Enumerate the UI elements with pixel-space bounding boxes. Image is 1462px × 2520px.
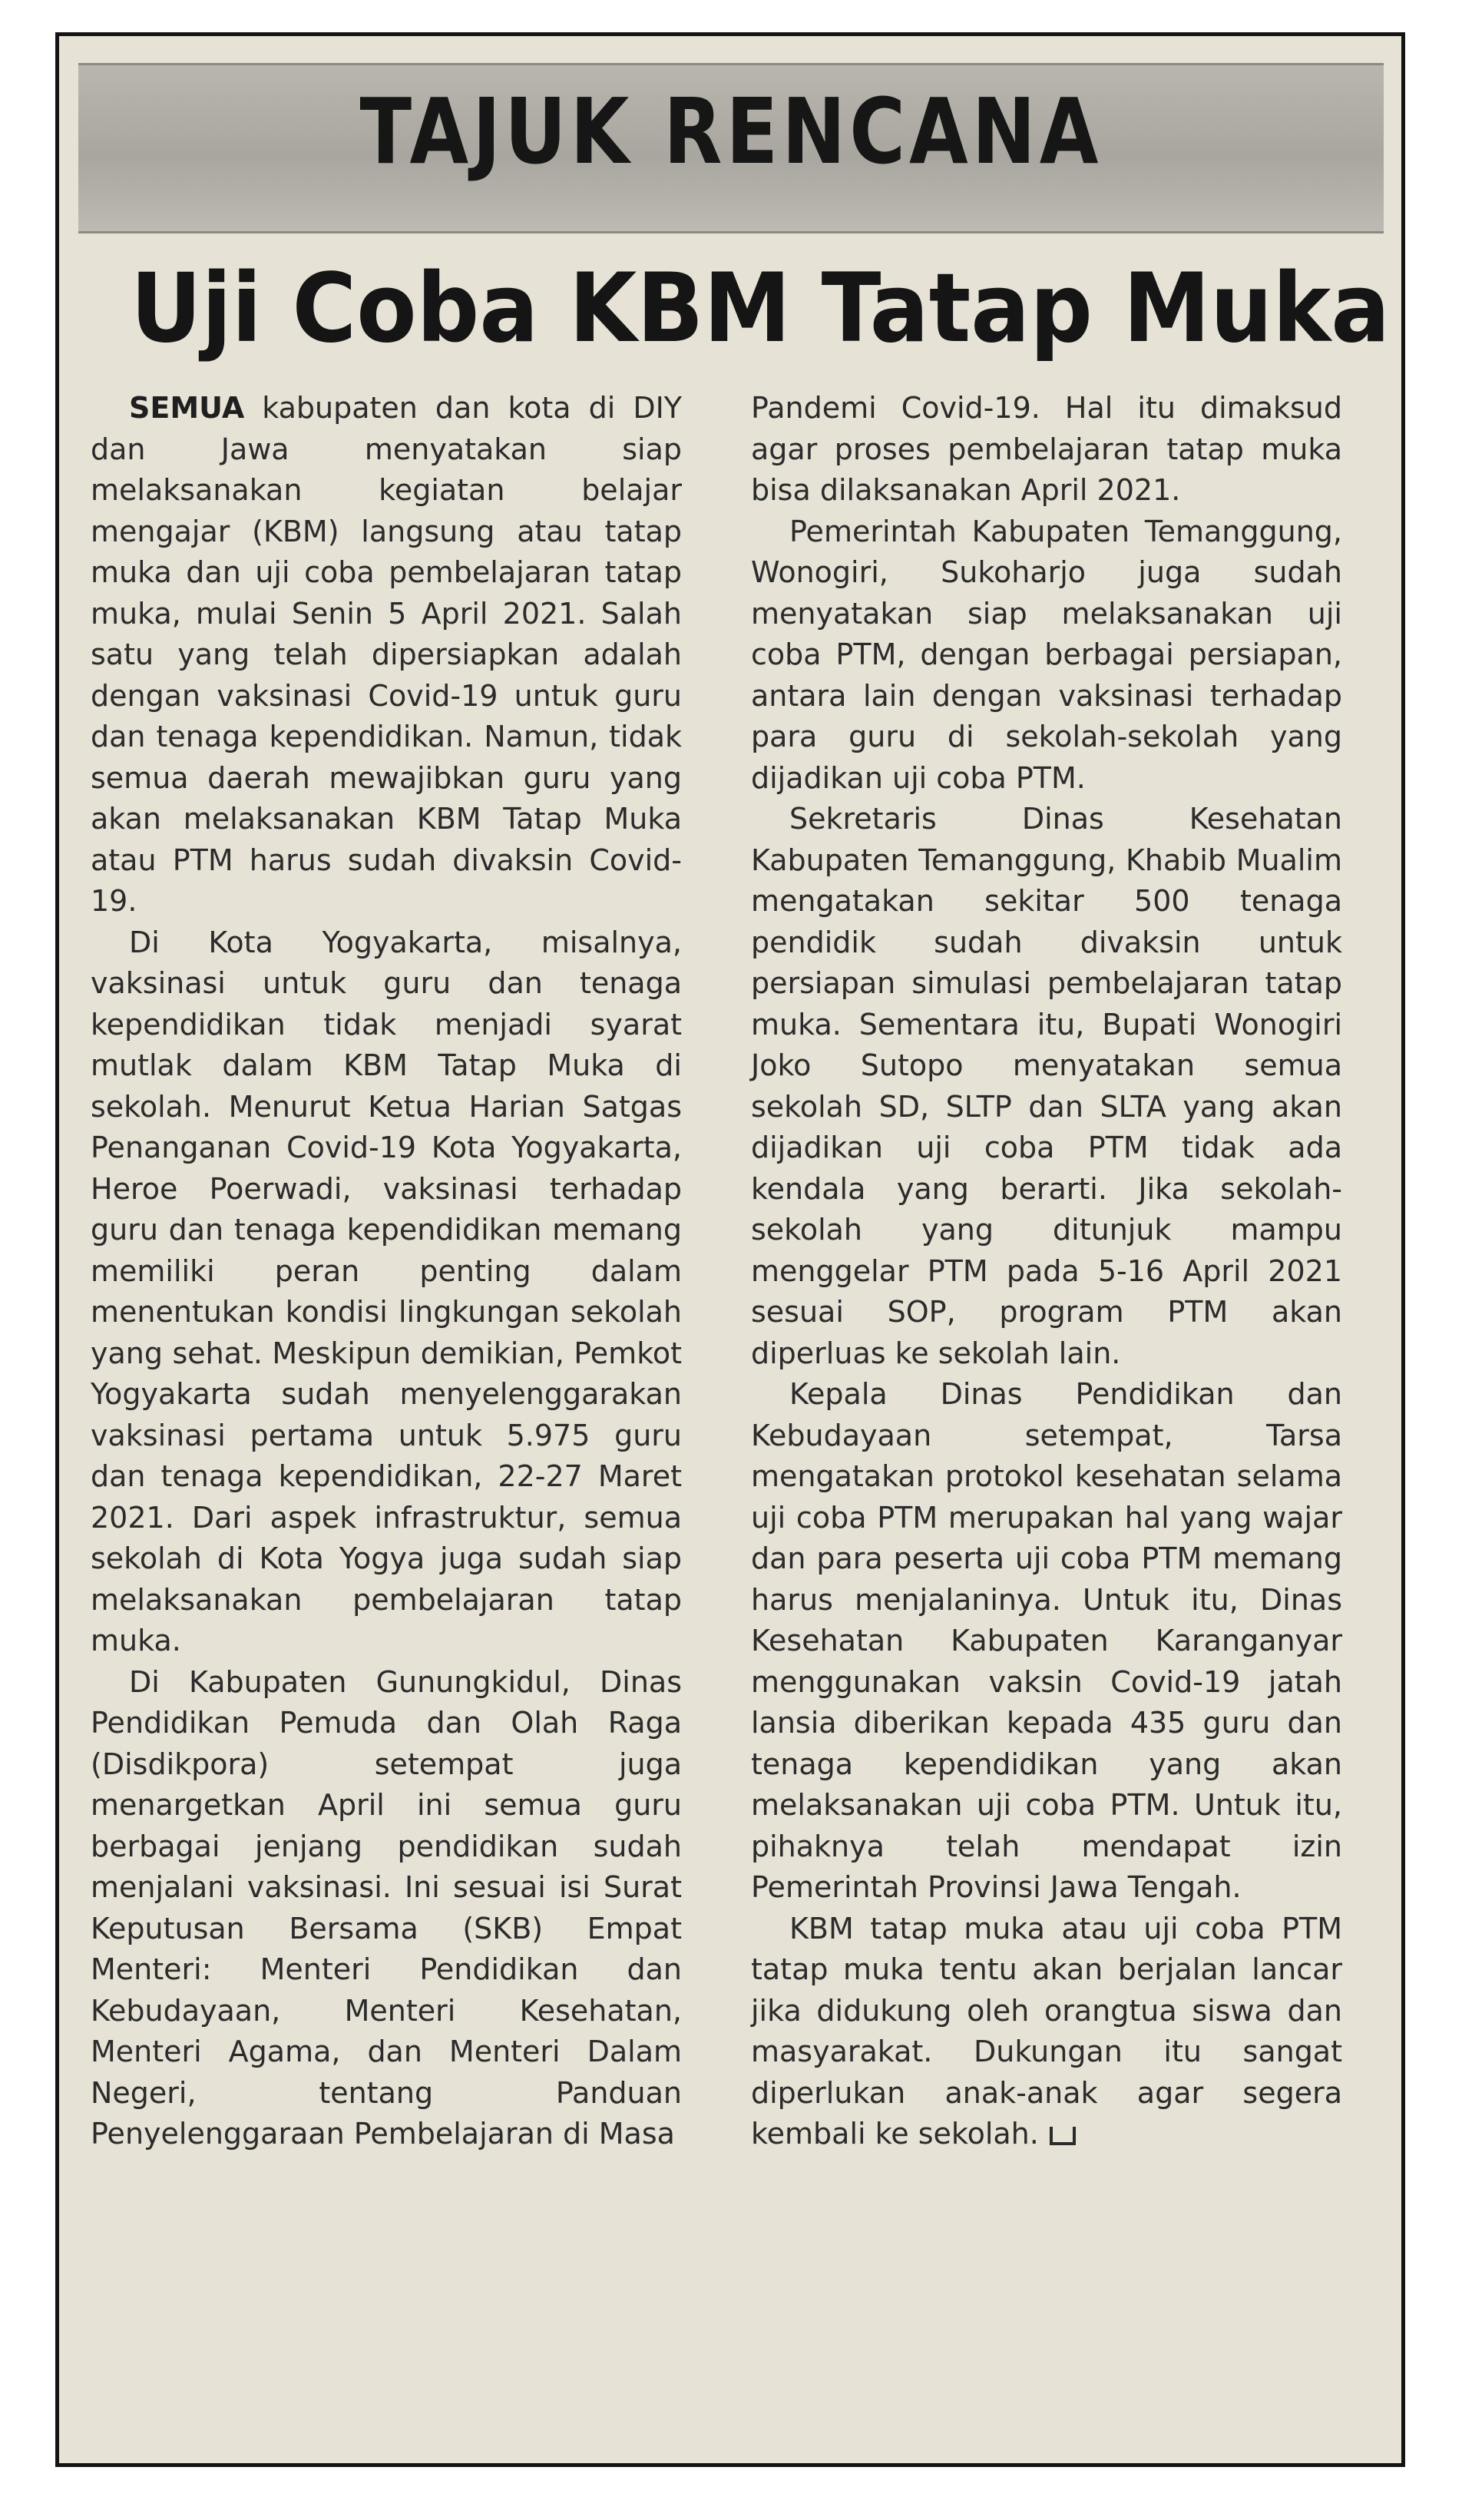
paragraph-7-text: KBM tatap muka atau uji coba PTM tatap muka tentu akan berjalan lancar jika didukung oleh orangtua siswa dan masyarakat. Dukungan itu sangat diperlukan anak-anak agar segera kembali ke sekolah. xyxy=(751,1911,1342,2151)
paragraph-3: Di Kabupaten Gunungkidul, Dinas Pendidikan Pemuda dan Olah Raga (Disdikpora) setempat juga menargetkan April ini semua guru berbagai jenjang pendidikan sudah menjalani vaksinasi. Ini sesuai isi Surat Keputusan Bersama (SKB) Empat Menteri: Menteri Pendidikan dan Kebudayaan, Menteri Kesehatan, Menteri Agama, dan Menteri Dalam Negeri, tentang Panduan Penyelenggaraan Pembelajaran di Masa xyxy=(91,1664,682,2151)
paragraph-7 xyxy=(751,1909,1342,2155)
paragraph-2: Di Kota Yogyakarta, misalnya, vaksinasi untuk guru dan tenaga kependidikan tidak menjadi syarat mutlak dalam KBM Tatap Muka di sekolah. Menurut Ketua Harian Satgas Penanganan Covid-19 Kota Yogyakarta, Heroe Poerwadi, vaksinasi terhadap guru dan tenaga kependidikan memang memiliki peran penting dalam menentukan kondisi lingkungan sekolah yang sehat. Meskipun demikian, Pemkot Yogyakarta sudah menyelenggarakan vaksinasi pertama untuk 5.975 guru dan tenaga kependidikan, 22-27 Maret 2021. Dari aspek infrastruktur, semua sekolah di Kota Yogya juga sudah siap melaksanakan pembelajaran tatap muka. xyxy=(91,925,682,1657)
left-column xyxy=(91,388,682,2155)
paragraph-6: Kepala Dinas Pendidikan dan Kebudayaan setempat, Tarsa mengatakan protokol kesehatan selama uji coba PTM merupakan hal yang wajar dan para peserta uji coba PTM memang harus menjalaninya. Untuk itu, Dinas Kesehatan Kabupaten Karanganyar menggunakan vaksin Covid-19 jatah lansia diberikan kepada 435 guru dan tenaga kependidikan yang akan melaksanakan uji coba PTM. Untuk itu, pihaknya telah mendapat izin Pemerintah Provinsi Jawa Tengah. xyxy=(751,1377,1342,1904)
paragraph-3-continued: Pandemi Covid-19. Hal itu dimaksud agar proses pembelajaran tatap muka bisa dilaksanakan April 2021. xyxy=(751,391,1342,507)
paragraph-1-text: kabupaten dan kota di DIY dan Jawa menyatakan siap melaksanakan kegiatan belajar mengajar (KBM) langsung atau tatap muka dan uji coba pembelajaran tatap muka, mulai Senin 5 April 2021. Salah satu yang telah dipersiapkan adalah dengan vaksinasi Covid-19 untuk guru dan tenaga kependidikan. Namun, tidak semua daerah mewajibkan guru yang akan melaksanakan KBM Tatap Muka atau PTM harus sudah divaksin Covid-19. xyxy=(91,391,682,918)
paragraph-1 xyxy=(91,388,682,922)
paragraph-4: Pemerintah Kabupaten Temanggung, Wonogiri, Sukoharjo juga sudah menyatakan siap melaksanakan uji coba PTM, dengan berbagai persiapan, antara lain dengan vaksinasi terhadap para guru di sekolah-sekolah yang dijadikan uji coba PTM. xyxy=(751,514,1342,795)
end-of-article-icon xyxy=(1050,2127,1076,2145)
paragraph-5: Sekretaris Dinas Kesehatan Kabupaten Temanggung, Khabib Mualim mengatakan sekitar 500 tenaga pendidik sudah divaksin untuk persiapan simulasi pembelajaran tatap muka. Sementara itu, Bupati Wonogiri Joko Sutopo menyatakan semua sekolah SD, SLTP dan SLTA yang akan dijadikan uji coba PTM tidak ada kendala yang berarti. Jika sekolah-sekolah yang ditunjuk mampu menggelar PTM pada 5-16 April 2021 sesuai SOP, program PTM akan diperluas ke sekolah lain. xyxy=(751,802,1342,1370)
headline: Uji Coba KBM Tatap Muka xyxy=(131,253,1391,364)
lead-word: SEMUA xyxy=(129,391,245,425)
right-column xyxy=(751,388,1342,2155)
section-label: TAJUK RENCANA xyxy=(359,78,1103,184)
